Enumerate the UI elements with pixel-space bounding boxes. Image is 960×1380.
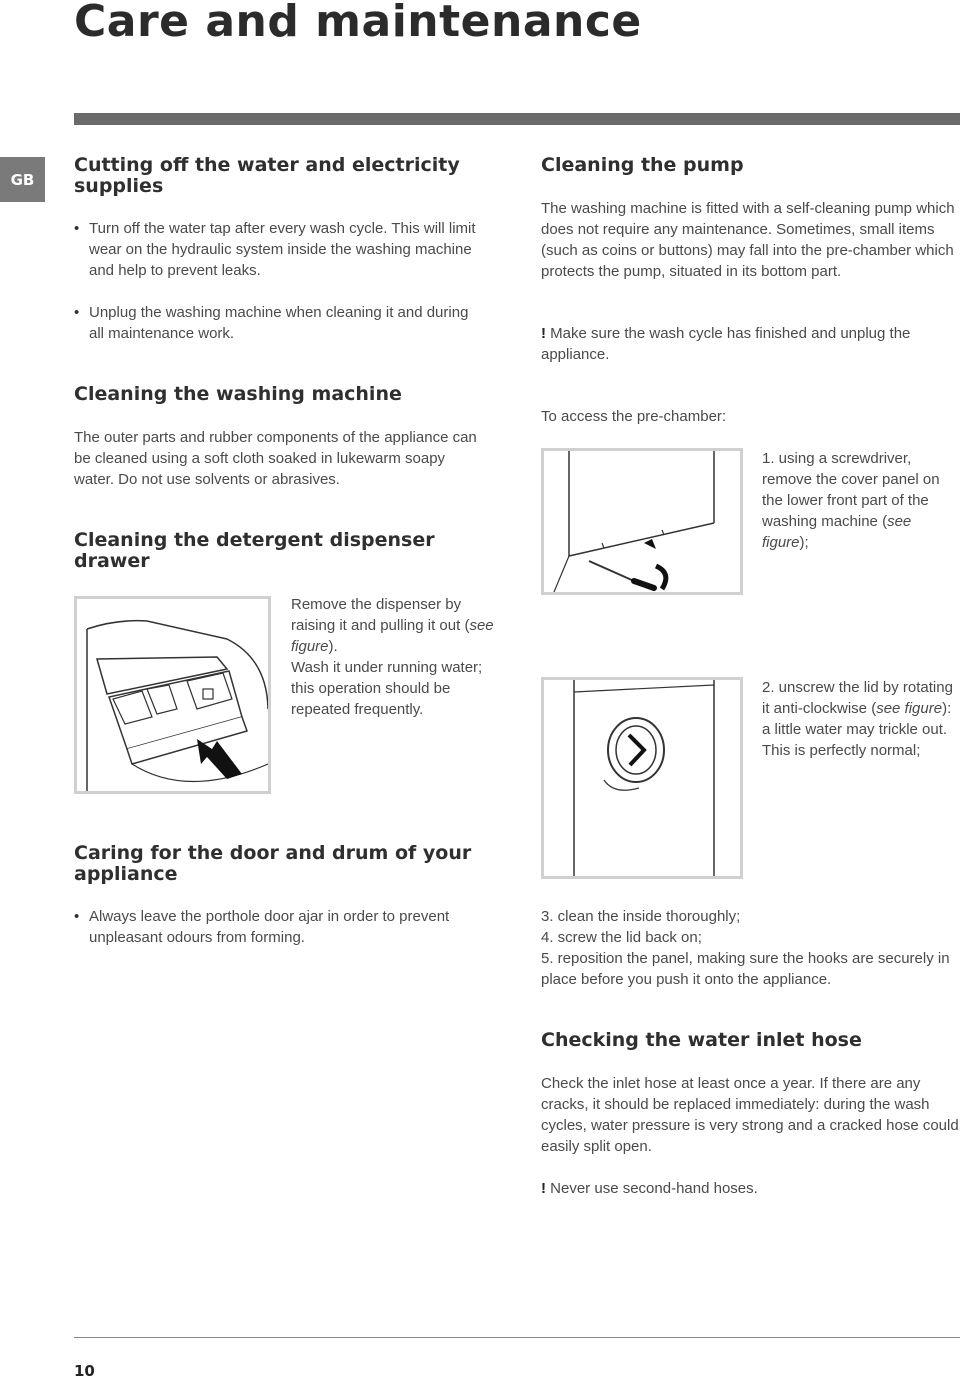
pump-warning: ! Make sure the wash cycle has finished and unplug the appliance. bbox=[541, 325, 911, 363]
pump-text: The washing machine is fitted with a self-cleaning pump which does not require any maintenance. Sometimes, small items (such as coins or buttons) may fall into the pre-chamber which protects the pump, situated in its bottom part. bbox=[541, 200, 955, 280]
heading-cleaning-pump: Cleaning the pump bbox=[541, 154, 744, 176]
pump-lid-figure bbox=[541, 677, 743, 879]
hose-warning: ! Never use second-hand hoses. bbox=[541, 1180, 758, 1197]
cleaning-machine-text: The outer parts and rubber components of the appliance can be cleaned using a soft cloth soaked in lukewarm soapy water. Do not use solvents or abrasives. bbox=[74, 429, 477, 488]
list-item: • Unplug the washing machine when cleaning it and during all maintenance work. bbox=[74, 302, 479, 344]
step-4: 4. screw the lid back on; bbox=[541, 929, 702, 946]
footer-rule bbox=[74, 1337, 960, 1338]
heading-detergent-drawer: Cleaning the detergent dispenser drawer bbox=[74, 529, 435, 572]
page-number: 10 bbox=[74, 1362, 95, 1380]
step-5: 5. reposition the panel, making sure the hooks are securely in place before you push it onto the appliance. bbox=[541, 950, 950, 988]
heading-door-drum: Caring for the door and drum of your appliance bbox=[74, 842, 472, 885]
pump-lid-illustration bbox=[544, 680, 740, 876]
heading-cleaning-machine: Cleaning the washing machine bbox=[74, 383, 402, 405]
page-title: Care and maintenance bbox=[74, 0, 642, 47]
access-label: To access the pre-chamber: bbox=[541, 408, 727, 425]
list-item: • Turn off the water tap after every wash cycle. This will limit wear on the hydraulic system inside the washing machine and help to prevent leaks. bbox=[74, 218, 479, 281]
header-rule bbox=[74, 113, 960, 125]
language-tab: GB bbox=[0, 157, 45, 202]
dispenser-drawer-illustration bbox=[77, 599, 268, 791]
screwdriver-figure bbox=[541, 448, 743, 595]
warning-mark: ! bbox=[541, 1180, 546, 1197]
hose-text: Check the inlet hose at least once a year. If there are any cracks, it should be replaced immediately: during the wash cycles, water pressure is very strong and a cracked hose could easily split open. bbox=[541, 1075, 959, 1155]
cutting-bullet-list bbox=[74, 218, 479, 344]
list-item: • Always leave the porthole door ajar in order to prevent unpleasant odours from forming. bbox=[74, 906, 484, 948]
cover-panel-illustration bbox=[544, 451, 740, 592]
step-1: 1. using a screwdriver, remove the cover panel on the lower front part of the washing machine (see figure); bbox=[762, 450, 940, 551]
heading-inlet-hose: Checking the water inlet hose bbox=[541, 1029, 862, 1051]
step-2: 2. unscrew the lid by rotating it anti-clockwise (see figure): a little water may trickle out. This is perfectly normal; bbox=[762, 679, 953, 759]
dispenser-drawer-figure bbox=[74, 596, 271, 794]
warning-mark: ! bbox=[541, 325, 546, 342]
step-3: 3. clean the inside thoroughly; bbox=[541, 908, 741, 925]
detergent-text-1: Remove the dispenser by raising it and pulling it out (see figure). bbox=[291, 596, 494, 655]
door-drum-bullet-list bbox=[74, 906, 484, 948]
heading-cutting-supplies: Cutting off the water and electricity supplies bbox=[74, 154, 460, 197]
detergent-text-2: Wash it under running water; this operation should be repeated frequently. bbox=[291, 659, 483, 718]
